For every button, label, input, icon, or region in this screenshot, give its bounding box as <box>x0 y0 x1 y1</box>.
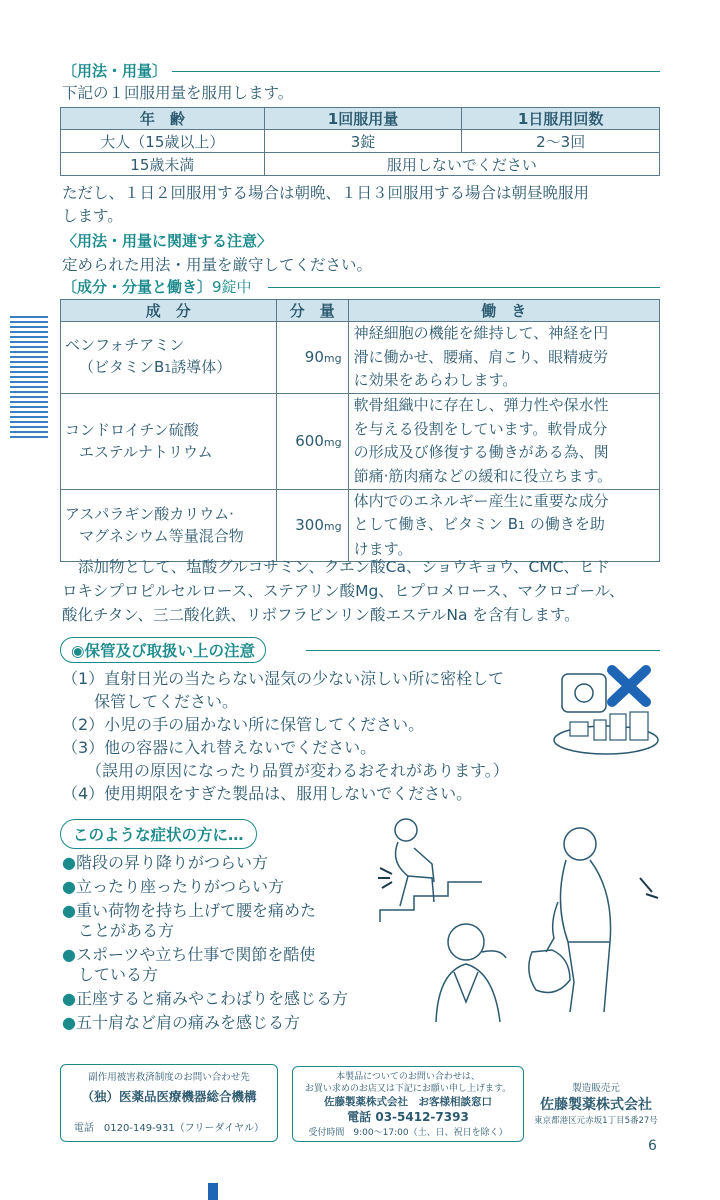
additives-line3: 酸化チタン、三二酸化鉄、リボフラビンリン酸エステルNa を含有します。 <box>62 606 580 624</box>
inquiry-line2: お買い求めのお店又は下記にお願い申し上げます。 <box>304 1084 512 1094</box>
symptom-text: スポーツや立ち仕事で関節を酷使 <box>75 945 316 964</box>
effect-line: 滑に働かせ、腰痛、肩こり、眼精疲労 <box>353 347 609 366</box>
ingredient-effect <box>348 322 659 394</box>
ingredients-heading-suffix: 9錠中 <box>212 278 252 296</box>
storage-item: （1）直射日光の当たらない湿気の少ない涼しい所に密栓して <box>62 669 505 688</box>
storage-heading: ◉保管及び取扱い上の注意 <box>60 637 266 663</box>
dosage-col-times: 1日服用回数 <box>462 108 660 130</box>
ingredient-name-line: マグネシウム等量混合物 <box>79 527 244 546</box>
ingredient-name-part: （ビタミンB <box>79 358 165 377</box>
ingredient-name-part: 誘導体） <box>171 358 232 377</box>
list-item <box>62 876 284 898</box>
manufacturer-address: 東京都港区元赤坂1丁目5番27号 <box>534 1116 658 1126</box>
bottle-icon <box>610 714 626 740</box>
manufacturer-block <box>530 1080 662 1126</box>
dosage-cell: 大人（15歳以上） <box>61 130 265 153</box>
list-item <box>62 1012 300 1034</box>
inquiry-hours: 受付時間 9:00〜17:00（土、日、祝日を除く） <box>308 1128 508 1138</box>
manufacturer-label: 製造販売元 <box>572 1083 620 1094</box>
storage-item: （誤用の原因になったり品質が変わるおそれがあります。） <box>62 761 509 780</box>
list-item-continuation: している方 <box>78 965 159 984</box>
dosage-cell: 15歳未満 <box>61 153 265 176</box>
usage-note-line1: ただし、１日２回服用する場合は朝晩、１日３回服用する場合は朝昼晩服用 <box>62 184 590 202</box>
symptom-text: 重い荷物を持ち上げて腰を痛めた <box>75 901 316 920</box>
ingredient-name-line: アスパラギン酸カリウム· <box>65 505 234 524</box>
person-arm-icon <box>546 902 558 952</box>
effect-line: を与える役割をしています。軟骨成分 <box>353 419 608 438</box>
ingredient-name-line: エステルナトリウム <box>79 443 213 461</box>
effect-part: の働きを助 <box>525 515 605 533</box>
ingredient-amount <box>276 489 348 562</box>
stairs-icon <box>380 882 482 922</box>
storage-item: （4）使用期限をすぎた製品は、服用しないでください。 <box>62 784 473 803</box>
inquiry-box <box>292 1066 524 1142</box>
storage-illustration <box>548 662 662 758</box>
manufacturer-name: 佐藤製薬株式会社 <box>540 1097 652 1113</box>
usage-heading-rule <box>172 71 660 72</box>
dosage-table-header <box>61 108 660 130</box>
barcode-strip <box>10 316 48 438</box>
list-item <box>62 944 315 966</box>
table-row <box>61 489 660 562</box>
inquiry-line1: 本製品についてのお問い合わせは、 <box>336 1072 480 1082</box>
person-head-icon <box>395 819 417 841</box>
usage-note-line2: します。 <box>62 207 123 225</box>
list-item <box>62 900 316 922</box>
ingredients-col-effect: 働 き <box>348 300 659 322</box>
person-head-icon <box>448 924 484 960</box>
storage-item: （2）小児の手の届かない所に保管してください。 <box>62 715 425 734</box>
list-item <box>62 852 268 874</box>
effect-line: 体内でのエネルギー産生に重要な成分 <box>353 491 609 510</box>
symptom-text: 階段の昇り降りがつらい方 <box>75 853 268 872</box>
relief-system-org: （独）医薬品医療機器総合機構 <box>81 1089 257 1104</box>
table-row <box>61 153 660 176</box>
ingredient-effect <box>348 489 659 562</box>
bullet-icon: ● <box>62 945 76 964</box>
ingredients-heading-text: 〔成分・分量と働き〕 <box>62 278 213 296</box>
inquiry-phone: 電話 03-5412-7393 <box>347 1110 469 1124</box>
additives-line2: ロキシプロピルセルロース、ステアリン酸Mg、ヒプロメロース、マクロゴール、 <box>62 582 625 600</box>
amount-unit: mg <box>323 520 342 534</box>
inquiry-company: 佐藤製薬株式会社 お客様相談窓口 <box>324 1096 492 1108</box>
bottle-icon <box>594 720 606 740</box>
person-body-icon <box>436 964 500 1022</box>
dosage-table <box>60 107 660 176</box>
ingredient-name <box>61 322 277 394</box>
ingredient-amount <box>276 393 348 489</box>
amount-unit: mg <box>323 352 342 366</box>
ingredient-name-line: ベンフォチアミン <box>65 336 185 355</box>
table-row <box>61 393 660 489</box>
dosage-cell: 3錠 <box>264 130 462 153</box>
ingredient-name-line <box>65 356 272 380</box>
ingredients-col-amount: 分 量 <box>276 300 348 322</box>
usage-intro: 下記の１回服用量を服用します。 <box>62 84 294 102</box>
ingredients-col-name: 成 分 <box>61 300 277 322</box>
ingredient-effect <box>348 393 659 489</box>
effect-subscript: 1 <box>518 519 526 532</box>
dosage-col-age: 年 齢 <box>61 108 265 130</box>
precaution-heading: 〈用法・用量に関連する注意〉 <box>62 232 273 250</box>
amount-value: 600 <box>295 432 324 450</box>
ingredient-name <box>61 489 277 562</box>
effect-line: けます。 <box>353 539 413 558</box>
amount-value: 90 <box>304 348 324 367</box>
table-row <box>61 322 660 394</box>
pain-mark-icon <box>378 868 392 888</box>
pain-mark-icon <box>640 878 658 898</box>
bullet-icon: ● <box>62 1013 76 1032</box>
elderly-people-illustration <box>374 812 664 1030</box>
effect-line: 軟骨組織中に存在し、弾力性や保水性 <box>353 396 609 414</box>
ingredients-table-header <box>61 300 660 322</box>
usage-heading: 〔用法・用量〕 <box>62 62 168 80</box>
relief-system-box <box>60 1064 278 1142</box>
person-body-icon <box>560 860 610 1012</box>
effect-line: 節痛·筋肉痛などの緩和に役立ちます。 <box>353 466 613 485</box>
symptom-text: 五十肩など肩の痛みを感じる方 <box>75 1013 300 1032</box>
page-number: 6 <box>648 1138 657 1154</box>
ingredient-amount <box>276 322 348 394</box>
person-head-icon <box>564 828 596 860</box>
ingredient-name-line: コンドロイチン硫酸 <box>65 421 199 439</box>
box-icon <box>570 722 588 736</box>
bullet-icon: ● <box>62 901 76 920</box>
bullet-icon: ● <box>62 877 76 896</box>
precaution-text: 定められた用法・用量を厳守してください。 <box>62 256 373 274</box>
storage-heading-rule <box>306 650 660 651</box>
effect-line: の形成及び修復する働きがある為、関 <box>353 443 609 461</box>
bullet-icon: ● <box>62 853 76 872</box>
symptom-text: 立ったり座ったりがつらい方 <box>75 877 284 896</box>
symptom-text: 正座すると痛みやこわばりを感じる方 <box>75 989 348 1008</box>
bullet-icon: ● <box>62 989 76 1008</box>
ingredients-heading <box>62 276 252 297</box>
cross-mark-icon <box>612 670 646 702</box>
dosage-col-dose: 1回服用量 <box>264 108 462 130</box>
dosage-cell: 2〜3回 <box>462 130 660 153</box>
ingredients-heading-rule <box>268 287 660 288</box>
ingredient-name-subscript: 1 <box>164 362 172 376</box>
amount-value: 300 <box>295 516 324 535</box>
effect-line: 神経細胞の機能を維持して、神経を円 <box>353 324 609 342</box>
print-register-mark <box>208 1183 218 1200</box>
storage-item: 保管してください。 <box>62 692 239 711</box>
symptoms-heading: このような症状の方に… <box>60 819 257 849</box>
storage-item: （3）他の容器に入れ替えないでください。 <box>62 738 377 757</box>
list-item <box>62 988 348 1010</box>
dosage-cell: 服用しないでください <box>264 153 659 176</box>
effect-line: に効果をあらわします。 <box>353 371 518 389</box>
ingredient-name <box>61 393 277 489</box>
list-item-continuation: ことがある方 <box>78 921 175 940</box>
shopping-bag-icon <box>529 950 570 992</box>
jar-icon <box>630 712 648 740</box>
ingredients-table <box>60 299 660 562</box>
amount-unit: mg <box>323 436 342 449</box>
effect-line <box>354 513 655 538</box>
table-row <box>61 130 660 153</box>
relief-system-phone: 電話 0120-149-931（フリーダイヤル） <box>73 1123 265 1134</box>
window-icon <box>562 674 606 712</box>
relief-system-label: 副作用被害救済制度のお問い合わせ先 <box>88 1072 250 1083</box>
effect-part: として働き、ビタミン B <box>353 515 519 533</box>
additives-line1: 添加物として、塩酸グルコサミン、クエン酸Ca、ショウキョウ、CMC、ヒド <box>78 558 610 576</box>
breath-icon <box>482 951 506 958</box>
